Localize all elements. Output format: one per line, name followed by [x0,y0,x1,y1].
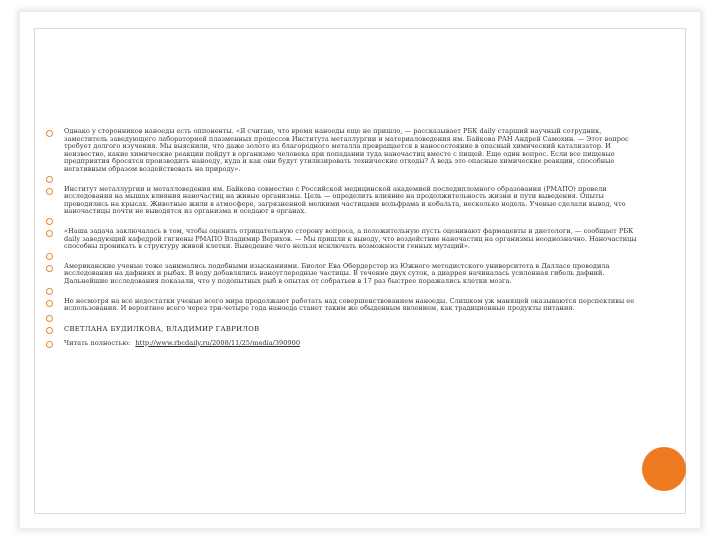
list-item [46,128,646,174]
list-item [46,339,646,358]
list-item [46,325,646,335]
bullet-icon [46,251,64,261]
list-item-empty [46,174,646,186]
accent-circle [642,447,686,491]
bullet-icon [46,174,64,184]
bullet-icon [46,263,64,273]
read-more-link[interactable]: http://www.rbcdaily.ru/2008/11/25/media/390900 [135,338,301,347]
list-item [46,228,646,251]
bullet-icon [46,286,64,296]
bullet-icon [46,339,64,349]
bullet-icon [46,228,64,238]
paragraph-text: Институт металлургии и металловедения им. Байкова совместно с Российской медицинской академией последипломного образования (РМАПО) провели исследования на мышах влияния наночастиц на живые организмы. Цель — определить влияние на продолжительность жизни и пути выведения. Опыты проводились на крысах. Животные жили в атмосфере, загрязненной мелкими частицами вольфрама и кобальта, несколько недель. Ученые сделали вывод, что наночастицы почти не выводятся из организма и оседают в органах. [64,184,626,216]
bullet-icon [46,298,64,308]
list-item-empty [46,251,646,263]
bullet-icon [46,128,64,138]
paragraph-text: Однако у сторонников наноеды есть оппоненты. «Я считаю, что время наноеды еще не пришло, — рассказывает РБК daily старший научный сотрудник, заместитель заведующего лабораторией плазменных процессов Института металлургии и материаловедения им. Байкова РАН Андрей Самохин. — Этот вопрос требует долгого изучения. Мы выяснили, что даже золото из благородного металла превращается в наносостояние в опасный химический катализатор. И неизвестно, какие химические реакции пойдут в организме человека при попадании туда наночастиц вместе с пищей. Еще один вопрос. Если все пищевые предприятия бросятся производить наноеду, куда и как они будут утилизировать технические отходы? А ведь это опасные химические реакции, способные негативным образом воздействовать на природу». [64,127,629,173]
author-names: СВЕТЛАНА БУДИЛКОВА, ВЛАДИМИР ГАВРИЛОВ [64,324,260,333]
list-item-empty [46,286,646,298]
bullet-icon [46,186,64,196]
read-more-label: Читать полностью: [64,338,131,347]
bullet-icon [46,325,64,335]
bullet-list [46,128,646,358]
list-item [46,263,646,286]
list-item-empty [46,313,646,325]
paragraph-text: «Наша задача заключалась в том, чтобы оценить отрицательную сторону вопроса, а положительную пусть оценивают фармацевты и диетологи, — сообщает РБК daily заведующий кафедрой гигиены РМАПО Владимир Верихов. — Мы пришли к выводу, что воздействие наночастиц на организмы неоднозначно. Наночастицы способны проникать в структуру живой клетки. Выведение чего нельзя исключать возможности генных мутаций». [64,226,637,251]
bullet-icon [46,216,64,226]
list-item [46,298,646,313]
list-item [46,186,646,216]
paragraph-text: Американские ученые тоже занимались подобными изысканиями. Биолог Ева Обердерстер из Южного методистского университета в Далласе проводила исследования на дафниях и рыбах. В воду добавлялись наноуглеродные частицы. В течение двух суток, а диаррея начиналась усиленная гибель дафний. Дальнейшие исследования показали, что у подопытных рыб в опытах от собратьев в 17 раз быстрее поражались клетки мозга. [64,261,610,285]
paragraph-text: Но несмотря на все недостатки ученые всего мира продолжают работать над совершенствованием наноеды. Слишком уж манящей оказываются перспективы ее использования. И вероятнее всего через три-четыре года наноеда станет таким же обыденным явлением, как традиционные продукты питания. [64,296,635,313]
bullet-icon [46,313,64,323]
